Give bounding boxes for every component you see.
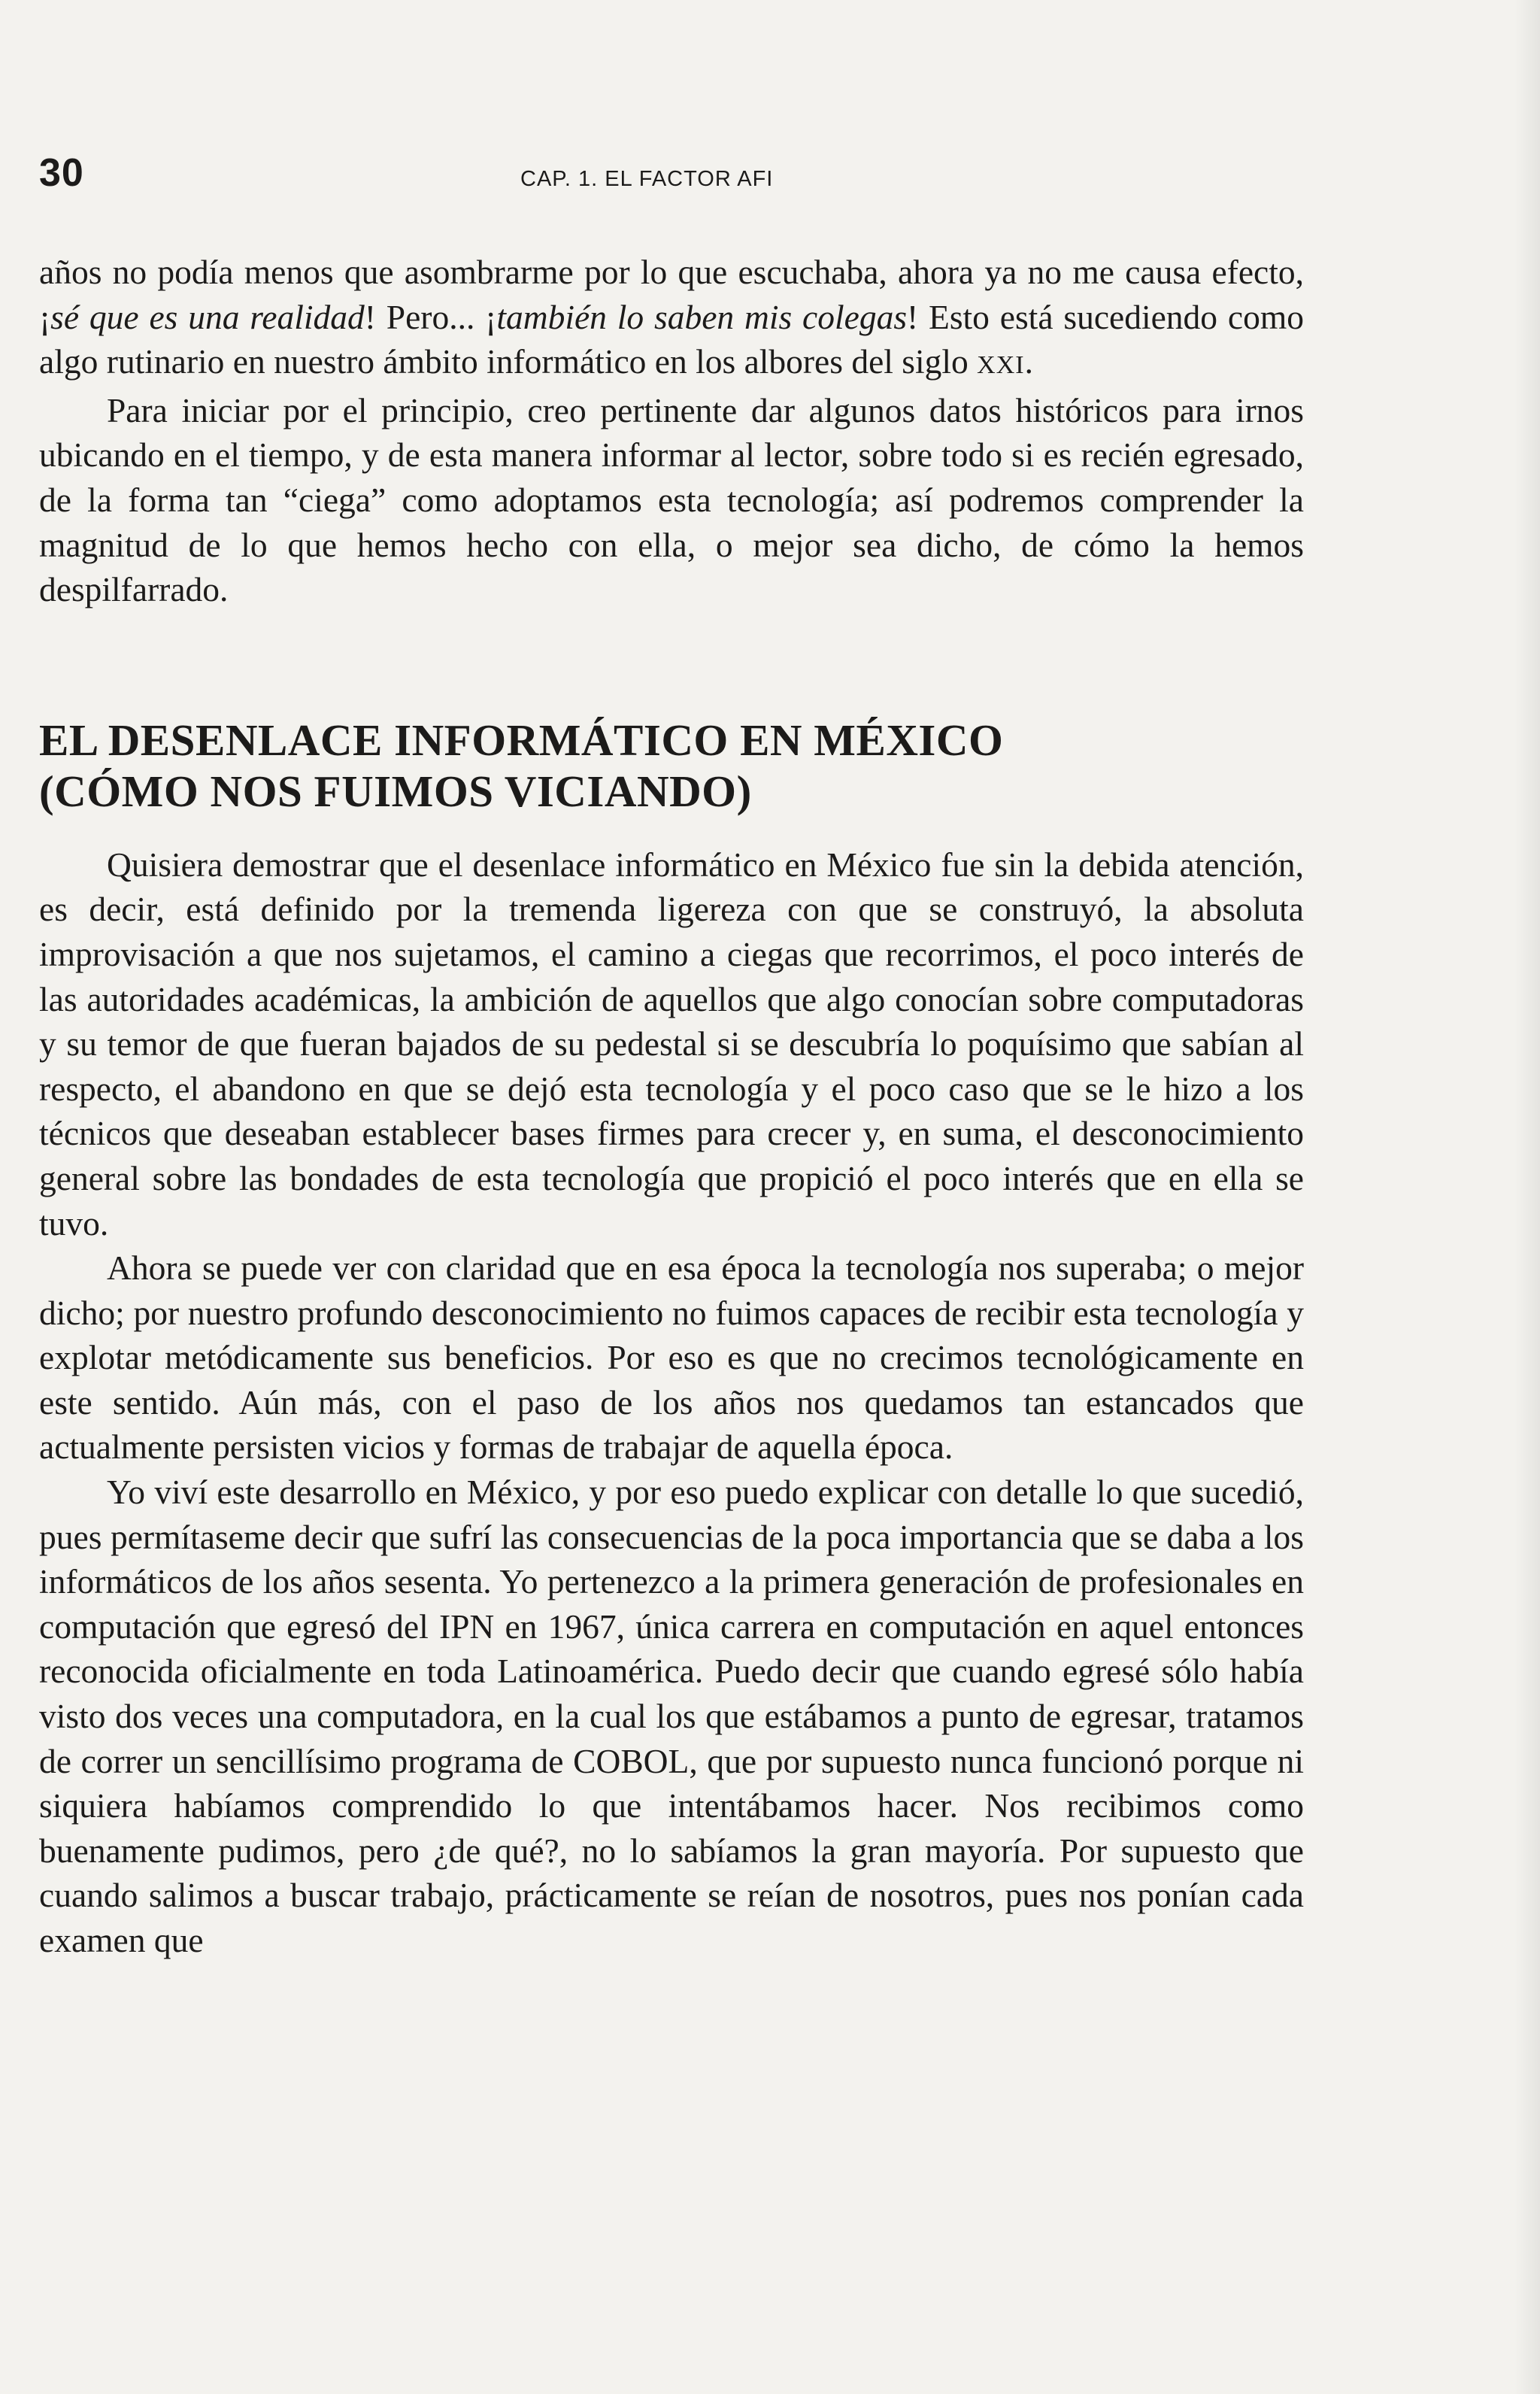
paragraph-continuation [39, 250, 1304, 388]
italic-phrase: también lo saben mis colegas [496, 297, 908, 336]
page-edge-shadow [1514, 0, 1540, 2394]
italic-phrase: sé que es una realidad [50, 297, 365, 336]
page-body [39, 250, 1304, 1963]
section-heading [39, 715, 1304, 817]
text-segment: ! Pero... ¡ [364, 297, 497, 336]
page-header [39, 150, 1317, 211]
running-head: CAP. 1. EL FACTOR AFI [520, 167, 774, 191]
paragraph: Quisiera demostrar que el desenlace informático en México fue sin la debida atención, es decir, está definido por la tremenda ligereza con que se construyó, la absoluta improvisación a que nos sujetamos, el camino a ciegas que recorrimos, el poco interés de las autoridades académicas, la ambición de aquellos que algo conocían sobre computadoras y su temor de que fueran bajados de su pedestal si se descubría lo poquísimo que sabían al respecto, el abandono en que se dejó esta tecnología y el poco caso que se le hizo a los técnicos que deseaban establecer bases firmes para crecer y, en suma, el desconocimiento general sobre las bondades de esta tecnología que propició el poco interés que en ella se tuvo. [39, 845, 1304, 1243]
section-heading-line: (CÓMO NOS FUIMOS VICIANDO) [39, 766, 752, 816]
paragraph: Para iniciar por el principio, creo pertinente dar algunos datos históricos para irnos ubicando en el tiempo, y de esta manera informar al lector, sobre todo si es recién egresado, de la forma tan “ciega” como adoptamos esta tecnología; así podremos comprender la magnitud de lo que hemos hecho con ella, o mejor sea dicho, de cómo la hemos despilfarrado. [39, 390, 1304, 609]
section-heading-line: EL DESENLACE INFORMÁTICO EN MÉXICO [39, 715, 1004, 765]
text-segment: ! Esto está sucediendo como algo rutinario en nuestro ámbito informático en los albores del siglo [39, 297, 1304, 381]
page-number: 30 [39, 151, 84, 195]
text-segment: . [1024, 342, 1033, 381]
paragraph: Yo viví este desarrollo en México, y por eso puedo explicar con detalle lo que sucedió, pues permítaseme decir que sufrí las consecuencias de la poca importancia que se daba a los informáticos de los años sesenta. Yo pertenezco a la primera generación de profesionales en computación que egresó del IPN en 1967, única carrera en computación en aquel entonces reconocida oficialmente en toda Latinoamérica. Puedo decir que cuando egresé sólo había visto dos veces una computadora, en la cual los que estábamos a punto de egresar, tratamos de correr un sencillísimo programa de COBOL, que por supuesto nunca funcionó porque ni siquiera habíamos comprendido lo que intentábamos hacer. Nos recibimos como buenamente pudimos, pero ¿de qué?, no lo sabíamos la gran mayoría. Por supuesto que cuando salimos a buscar trabajo, prácticamente se reían de nosotros, pues nos ponían cada examen que [39, 1473, 1304, 1959]
paragraph: Ahora se puede ver con claridad que en esa época la tecnología nos superaba; o mejor dicho; por nuestro profundo desconocimiento no fuimos capaces de recibir esta tecnología y explotar metódicamente sus beneficios. Por eso es que no crecimos tecnológicamente en este sentido. Aún más, con el paso de los años nos quedamos tan estancados que actualmente persisten vicios y formas de trabajar de aquella época. [39, 1249, 1304, 1467]
small-caps-century: XXI [977, 351, 1025, 380]
text-segment: años no podía menos que asombrarme por lo que escuchaba, ahora ya no me causa efecto, ¡ [39, 253, 1304, 336]
